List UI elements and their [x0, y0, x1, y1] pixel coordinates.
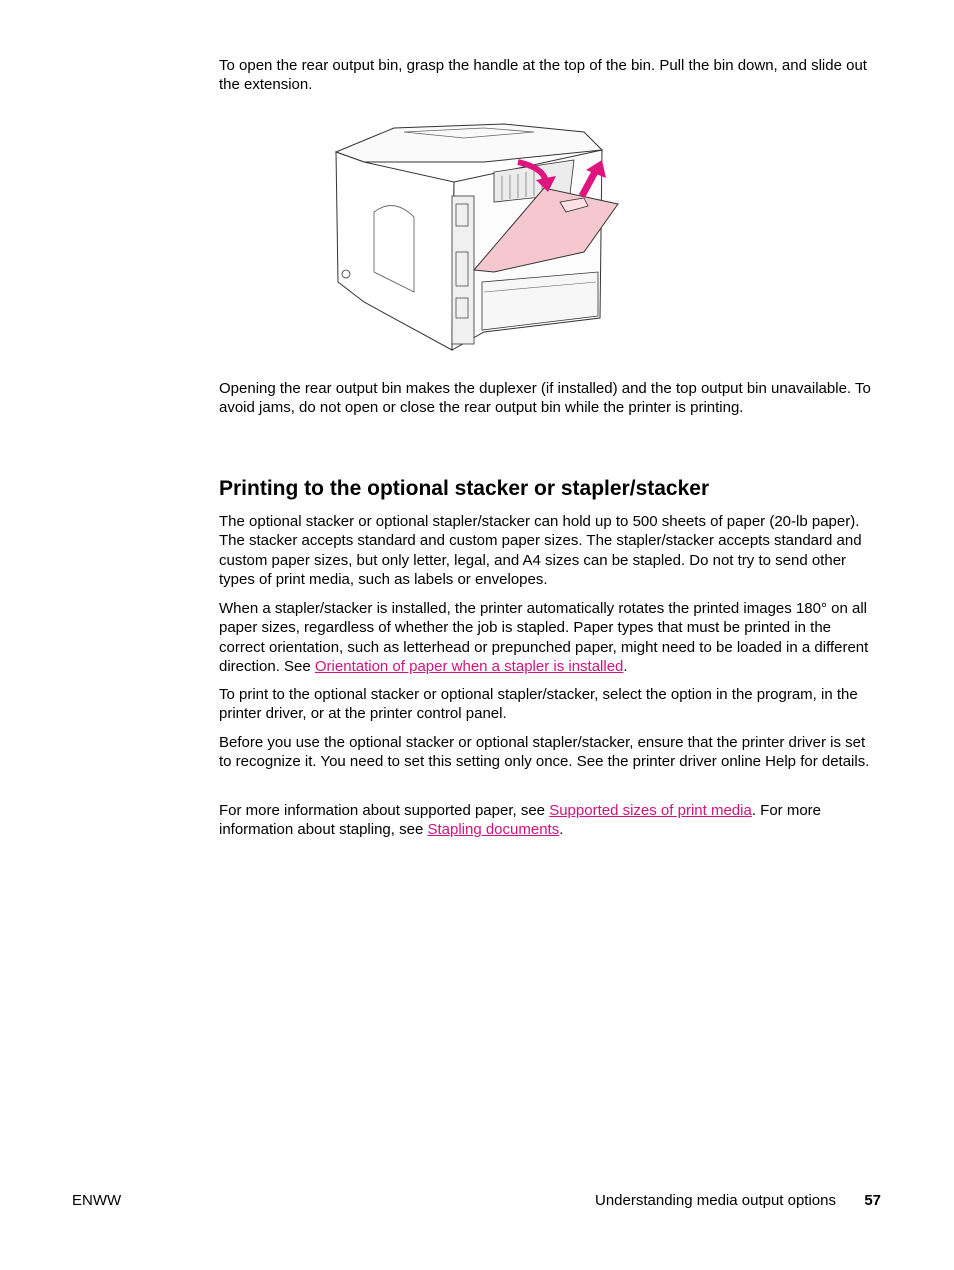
- select-option-paragraph: To print to the optional stacker or optional stapler/stacker, select the option in the program, in the printer driver, or at the printer control panel.: [219, 686, 858, 723]
- printer-illustration: [334, 122, 620, 352]
- printer-rear-output-bin-icon: [334, 122, 620, 352]
- rotation-text: When a stapler/stacker is installed, the printer automatically rotates the printed images 180° on all paper sizes, regardless of whether the job is stapled. Paper types that must be printed in the correct orientation, such as letterhead or prepunched paper, might need to be loaded in a different direction. See: [219, 600, 869, 676]
- driver-setup-paragraph: Before you use the optional stacker or optional stapler/stacker, ensure that the printer driver is set to recognize it. You need to set this setting only once. See the printer driver online Help for details.: [219, 734, 870, 771]
- stacker-capacity-paragraph: The optional stacker or optional stapler/stacker can hold up to 500 sheets of paper (20-lb paper). The stacker accepts standard and custom paper sizes. The stapler/stacker accepts standard and custom paper sizes, but only letter, legal, and A4 sizes can be stapled. Do not try to send other types of print media, such as labels or envelopes.: [219, 513, 862, 589]
- footer-page-number: 57: [864, 1192, 881, 1209]
- more-info-text-end: .: [559, 821, 564, 839]
- more-info-text-middle: . For more information about stapling, see: [219, 802, 822, 839]
- footer-section-title: Understanding media output options: [595, 1192, 836, 1209]
- rotation-paragraph: [219, 599, 879, 677]
- orientation-link[interactable]: Orientation of paper when a stapler is installed: [314, 658, 624, 676]
- stapling-documents-link[interactable]: Stapling documents: [427, 821, 560, 839]
- more-info-paragraph: [219, 801, 879, 840]
- section-heading: Printing to the optional stacker or stapler/stacker: [219, 477, 710, 500]
- intro-paragraph: To open the rear output bin, grasp the handle at the top of the bin. Pull the bin down, and slide out the extension.: [219, 57, 867, 94]
- footer-edition: ENWW: [72, 1192, 122, 1209]
- rotation-text-end: .: [623, 658, 628, 676]
- rear-bin-note-paragraph: Opening the rear output bin makes the duplexer (if installed) and the top output bin unavailable. To avoid jams, do not open or close the rear output bin while the printer is printing.: [219, 380, 871, 417]
- supported-sizes-link[interactable]: Supported sizes of print media: [549, 802, 752, 819]
- more-info-text: For more information about supported paper, see: [219, 802, 550, 819]
